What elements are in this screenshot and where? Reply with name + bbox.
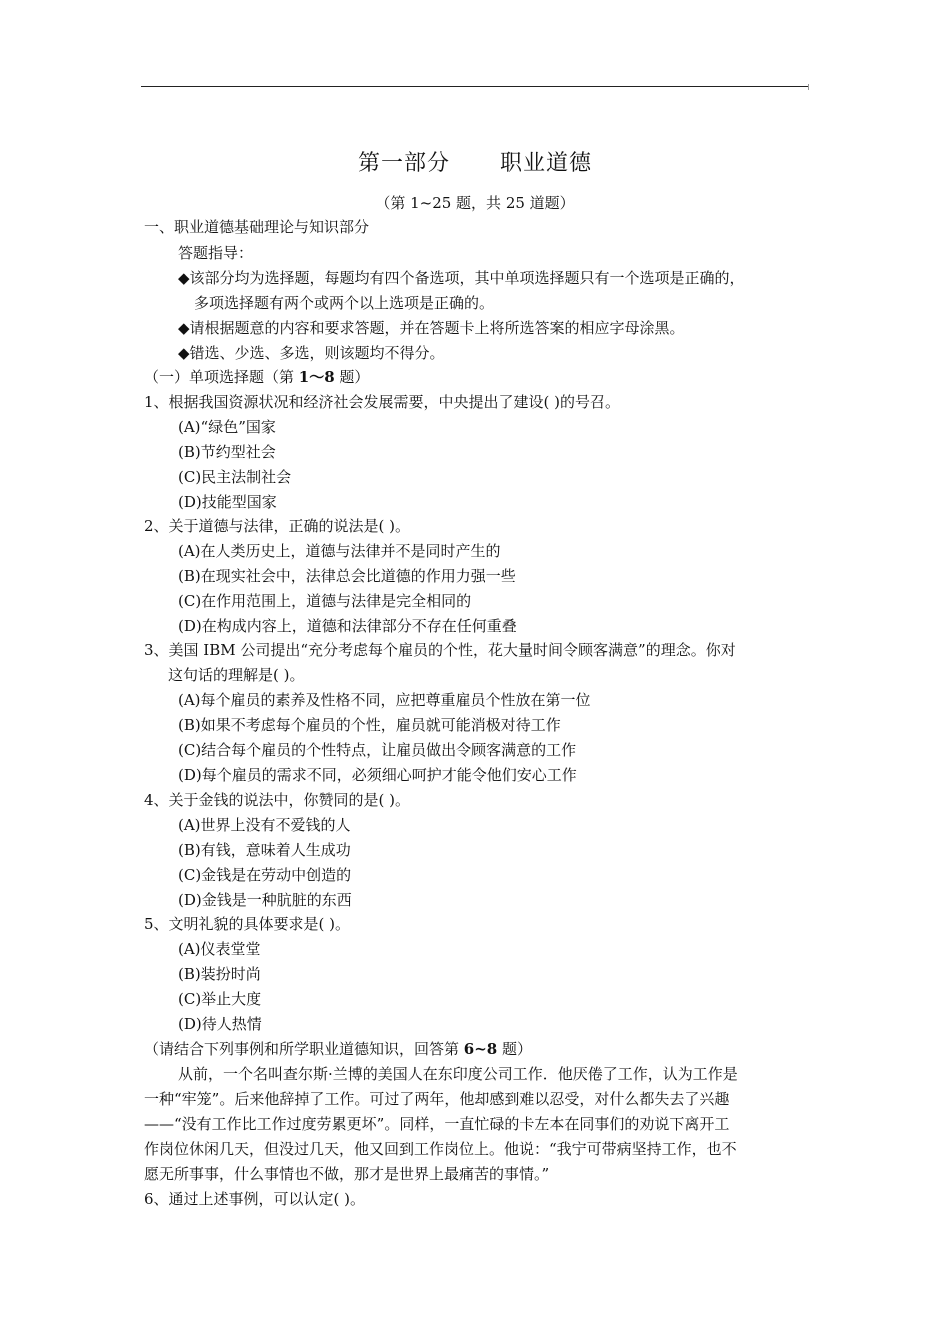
option: (C)结合每个雇员的个性特点，让雇员做出令顾客满意的工作 (178, 741, 577, 759)
option: (D)每个雇员的需求不同，必须细心呵护才能令他们安心工作 (178, 766, 577, 784)
option: (B)如果不考虑每个雇员的个性，雇员就可能消极对待工作 (178, 716, 561, 734)
option: (A)世界上没有不爱钱的人 (178, 816, 351, 834)
question-stem: 4、关于金钱的说法中，你赞同的是( )。 (144, 791, 411, 809)
case-paragraph-line: 愿无所事事，什么事情也不做，那才是世界上最痛苦的事情。” (144, 1165, 550, 1183)
single-choice-heading: （一）单项选择题（第 1～8 题） (144, 368, 370, 386)
case-intro: （请结合下列事例和所学职业道德知识，回答第 6~8 题） (144, 1040, 533, 1058)
option: (B)在现实社会中，法律总会比道德的作用力强一些 (178, 567, 516, 585)
option: (D)待人热情 (178, 1015, 262, 1033)
title-topic: 职业道德 (500, 151, 593, 176)
option: (C)民主法制社会 (178, 468, 292, 486)
case-paragraph-line: 作岗位休闲几天，但没过几天，他又回到工作岗位上。他说：“我宁可带病坚持工作，也不 (144, 1140, 737, 1158)
question-stem: 1、根据我国资源状况和经济社会发展需要，中央提出了建设( )的号召。 (144, 393, 621, 411)
question-stem: 5、文明礼貌的具体要求是( )。 (144, 915, 351, 933)
option: (C)金钱是在劳动中创造的 (178, 866, 352, 884)
section-heading: 一、职业道德基础理论与知识部分 (144, 218, 370, 236)
guide-bullet-3: ◆错选、少选、多选，则该题均不得分。 (178, 344, 445, 362)
guide-label: 答题指导： (178, 244, 254, 262)
guide-bullet-1: ◆该部分均为选择题，每题均有四个备选项，其中单项选择题只有一个选项是正确的， (178, 269, 745, 287)
option: (A)在人类历史上，道德与法律并不是同时产生的 (178, 542, 501, 560)
option: (C)在作用范围上，道德与法律是完全相同的 (178, 592, 472, 610)
question-stem: 2、关于道德与法律，正确的说法是( )。 (144, 517, 411, 535)
case-paragraph-line: 从前，一个名叫查尔斯·兰博的美国人在东印度公司工作．他厌倦了工作，认为工作是 (178, 1065, 738, 1083)
option: (A)“绿色”国家 (178, 418, 276, 436)
page-title (0, 146, 950, 177)
question-stem-cont: 这句话的理解是( )。 (168, 666, 305, 684)
option: (D)技能型国家 (178, 493, 277, 511)
question-stem: 6、通过上述事例，可以认定( )。 (144, 1190, 366, 1208)
guide-bullet-1-cont: 多项选择题有两个或两个以上选项是正确的。 (194, 294, 495, 312)
option: (D)在构成内容上，道德和法律部分不存在任何重叠 (178, 617, 517, 635)
header-rule (141, 86, 809, 87)
option: (B)装扮时尚 (178, 965, 261, 983)
option: (B)节约型社会 (178, 443, 276, 461)
option: (D)金钱是一种肮脏的东西 (178, 891, 352, 909)
page-subtitle: （第 1~25 题，共 25 道题） (375, 194, 575, 212)
title-part: 第一部分 (357, 151, 450, 176)
guide-bullet-2: ◆请根据题意的内容和要求答题，并在答题卡上将所选答案的相应字母涂黑。 (178, 319, 685, 337)
option: (C)举止大度 (178, 990, 262, 1008)
case-paragraph-line: 一种“牢笼”。后来他辞掉了工作。可过了两年，他却感到难以忍受，对什么都失去了兴趣 (144, 1090, 730, 1108)
header-rule-tick (808, 84, 809, 90)
option: (A)每个雇员的素养及性格不同，应把尊重雇员个性放在第一位 (178, 691, 591, 709)
question-stem: 3、美国 IBM 公司提出“充分考虑每个雇员的个性，花大量时间令顾客满意”的理念。你对 (144, 641, 736, 659)
option: (A)仪表堂堂 (178, 940, 261, 958)
option: (B)有钱，意味着人生成功 (178, 841, 351, 859)
case-paragraph-line: ——“没有工作比工作过度劳累更坏”。同样，一直忙碌的卡左本在同事们的劝说下离开工 (144, 1115, 730, 1133)
